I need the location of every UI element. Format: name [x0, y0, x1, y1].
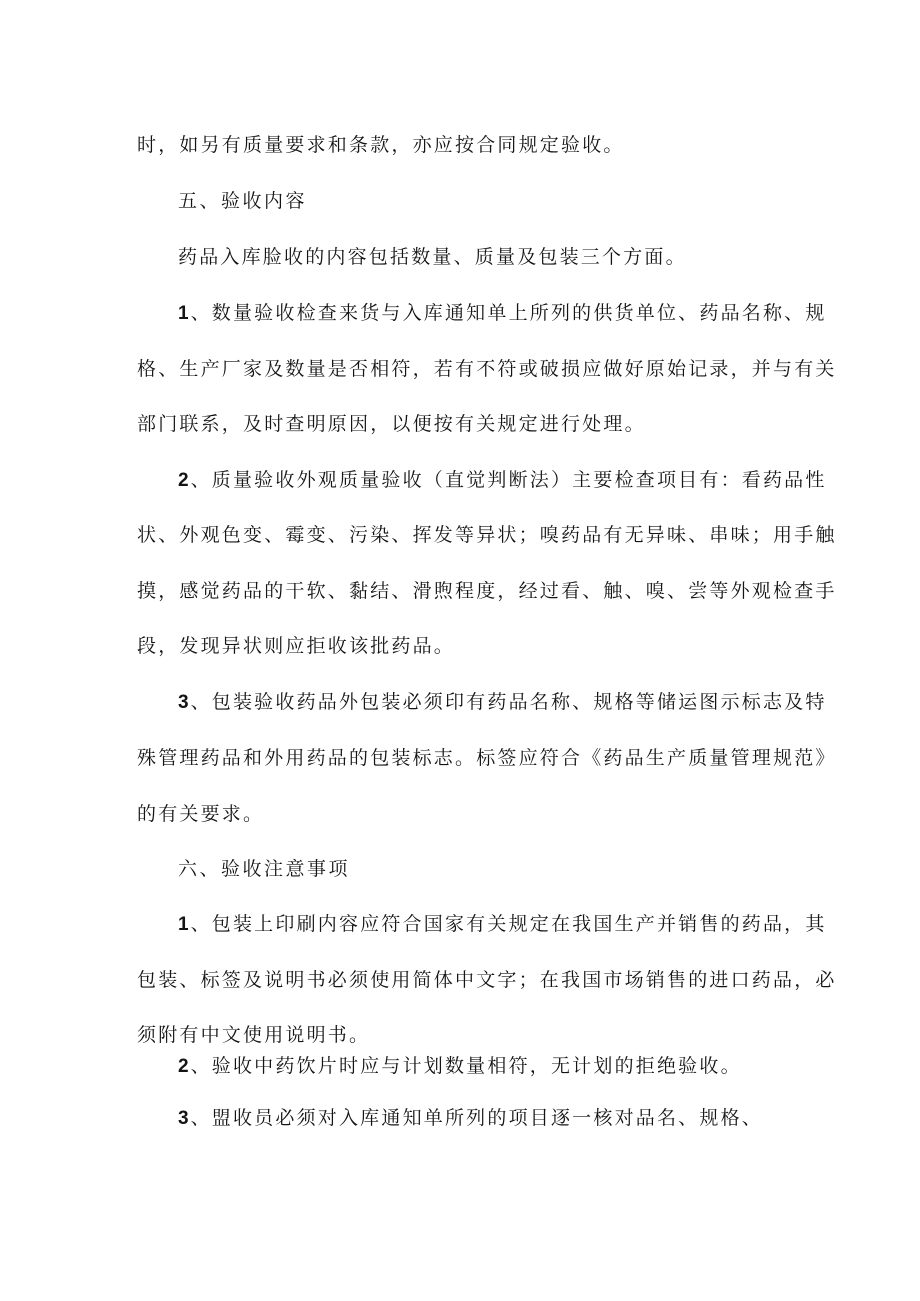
- item-6-1-number: 1: [178, 914, 189, 935]
- section-6-title: 六、验收注意事项: [178, 858, 351, 880]
- item-2-number: 2: [178, 470, 189, 491]
- continuation-line: 时，如另有质量要求和条款，亦应按合同规定验收。: [137, 134, 625, 156]
- item-1-line-1: [178, 298, 827, 325]
- item-6-1-line-3: 须附有中文使用说明书。: [137, 1024, 371, 1046]
- item-2-line-3: 摸，感觉药品的干软、黏结、滑煦程度，经过看、触、嗅、尝等外观检查手: [137, 580, 837, 602]
- item-3-number: 3: [178, 692, 189, 713]
- section-5-intro: 药品入库脸收的内容包括数量、质量及包装三个方面。: [178, 246, 687, 268]
- item-3-line-2: 殊管理药品和外用药品的包装标志。标签应符合《药品生产质量管理规范》: [137, 747, 837, 769]
- item-1-number: 1: [178, 303, 189, 324]
- item-6-3-number: 3: [178, 1108, 189, 1129]
- item-6-2-line-1: [178, 1051, 742, 1078]
- section-5-title: 五、验收内容: [178, 190, 308, 212]
- item-2-line-2: 状、外观色变、霉变、污染、挥发等异状；嗅药品有无异味、串味；用手触: [137, 524, 837, 546]
- item-3-text-1: 、包装验收药品外包装必须印有药品名称、规格等储运图示标志及特: [190, 691, 827, 713]
- item-1-text-1: 、数量验收检查来货与入库通知单上所列的供货单位、药品名称、规: [190, 302, 827, 324]
- item-6-2-text-1: 、验收中药饮片时应与计划数量相符，无计划的拒绝验收。: [190, 1055, 742, 1077]
- item-3-line-1: [178, 687, 827, 714]
- item-6-1-line-2: 包装、标签及说明书必须使用简体中文字；在我国市场销售的进口药品，必: [137, 969, 837, 991]
- item-2-text-1: 、质量验收外观质量验收（直觉判断法）主要检查项目有：看药品性: [190, 469, 827, 491]
- item-3-line-3: 的有关要求。: [137, 803, 265, 825]
- item-6-1-text-1: 、包装上印刷内容应符合国家有关规定在我国生产并销售的药品，其: [190, 913, 827, 935]
- item-1-line-2: 格、生产厂家及数量是否相符，若有不符或破损应做好原始记录，并与有关: [137, 358, 837, 380]
- item-6-3-text-1: 、盟收员必须对入库通知单所列的项目逐一核对品名、规格、: [190, 1107, 763, 1129]
- item-2-line-4: 段，发现异状则应拒收该批药品。: [137, 635, 456, 657]
- item-6-1-line-1: [178, 909, 827, 936]
- item-1-line-3: 部门联系，及时查明原因，以便按有关规定进行处理。: [137, 413, 646, 435]
- item-6-3-line-1: [178, 1103, 763, 1130]
- item-6-2-number: 2: [178, 1056, 189, 1077]
- item-2-line-1: [178, 465, 827, 492]
